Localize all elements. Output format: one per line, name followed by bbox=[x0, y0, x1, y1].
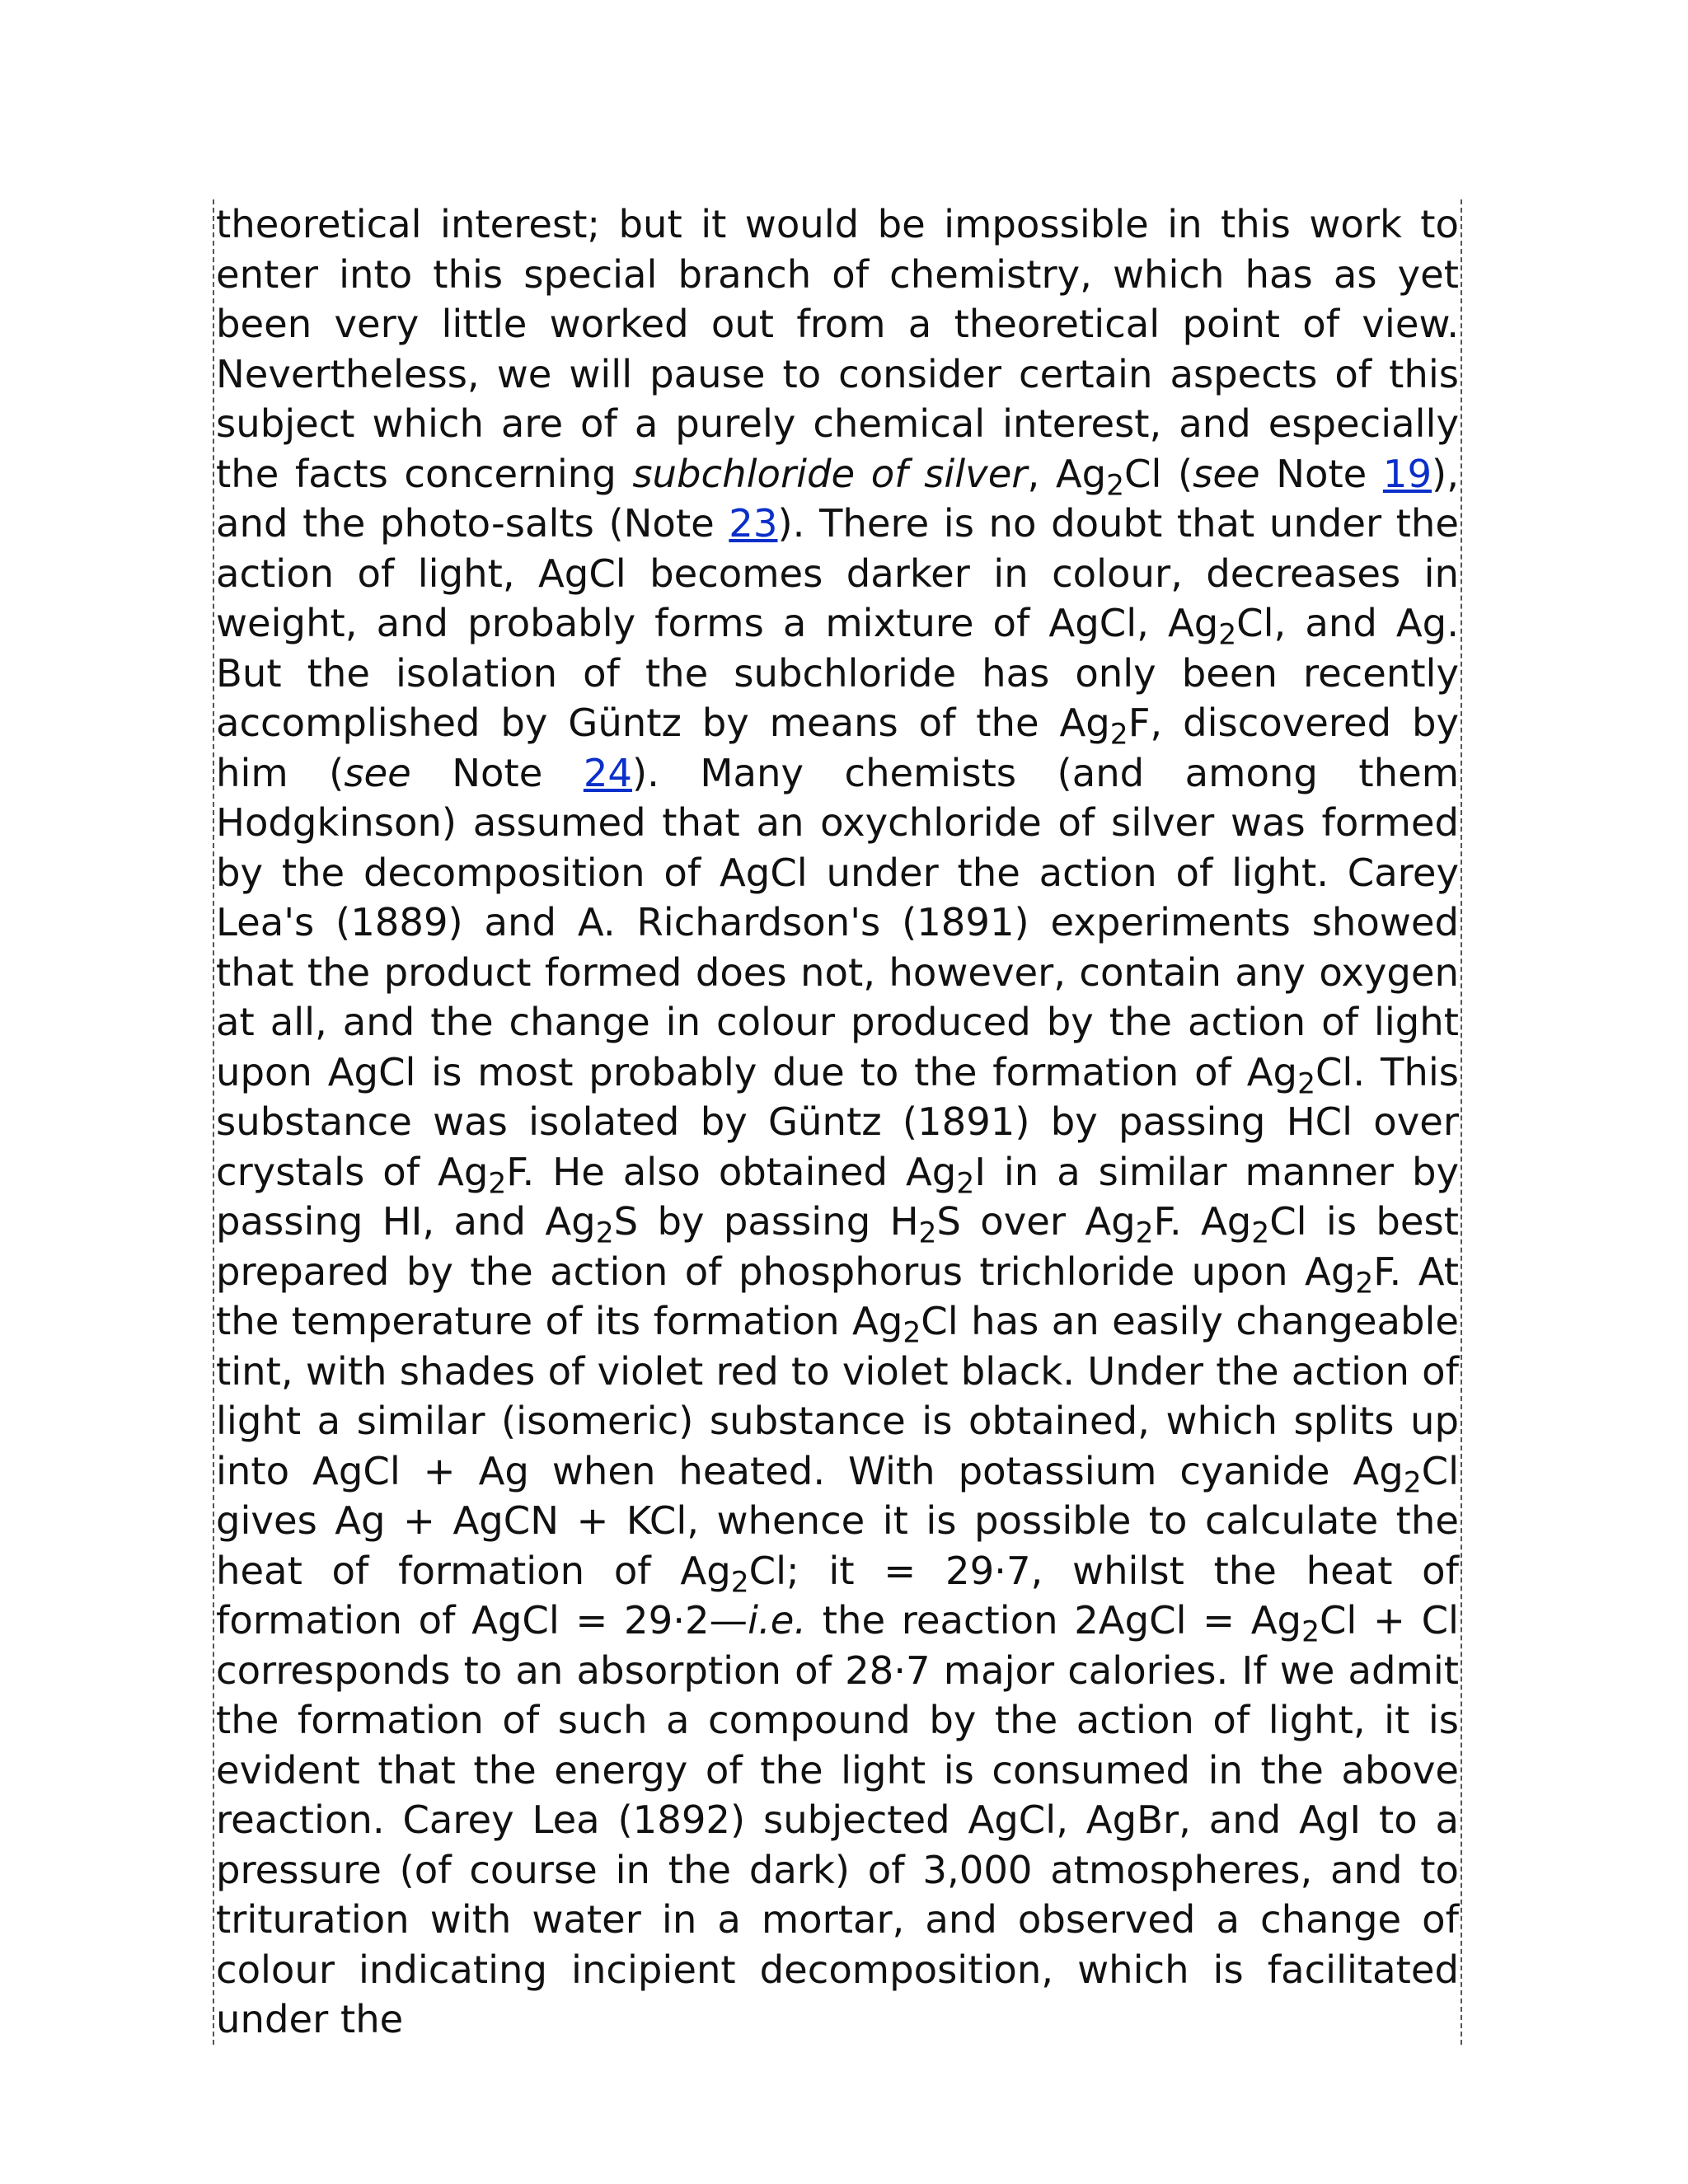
text-run: the reaction 2AgCl = Ag bbox=[806, 1598, 1302, 1643]
body-paragraph bbox=[216, 199, 1459, 2045]
subscript: 2 bbox=[1251, 1216, 1270, 1250]
text-run: F. Ag bbox=[1153, 1199, 1252, 1244]
note-link-23[interactable]: 23 bbox=[729, 501, 778, 546]
subscript: 2 bbox=[1301, 1615, 1320, 1649]
text-run: S by passing H bbox=[613, 1199, 919, 1244]
text-run: I in a similar manner by passing HI, and Ag bbox=[216, 1149, 1459, 1244]
text-run: Note bbox=[1259, 451, 1383, 496]
subscript: 2 bbox=[1403, 1466, 1422, 1500]
subscript: 2 bbox=[1355, 1267, 1374, 1301]
text-run: theoretical interest; but it would be impossible in this work to enter into this special branch of chemistry, which has as yet been very little worked out from a theoretical point of view. Nevertheless, we will pause to consider certain aspects of this subject which are of a purely chemical interest, and especially the facts concerning bbox=[216, 202, 1459, 496]
subscript: 2 bbox=[956, 1167, 975, 1201]
italic-ie: i.e. bbox=[748, 1598, 807, 1643]
subscript: 2 bbox=[488, 1167, 507, 1201]
text-run: Cl gives Ag + AgCN + KCl, whence it is possible to calculate the heat of formation of Ag bbox=[216, 1448, 1459, 1593]
subscript: 2 bbox=[903, 1316, 921, 1350]
text-run: Cl ( bbox=[1124, 451, 1193, 496]
note-link-24[interactable]: 24 bbox=[583, 750, 633, 795]
subscript: 2 bbox=[595, 1216, 614, 1250]
text-run: Note bbox=[410, 750, 584, 795]
subscript: 2 bbox=[1106, 469, 1125, 503]
italic-see: see bbox=[1193, 451, 1260, 496]
text-run: S over Ag bbox=[936, 1199, 1136, 1244]
text-run: Cl is best prepared by the action of phosphorus trichloride upon Ag bbox=[216, 1199, 1460, 1294]
text-run: , Ag bbox=[1027, 451, 1107, 496]
subscript: 2 bbox=[1297, 1067, 1315, 1101]
note-link-19[interactable]: 19 bbox=[1382, 451, 1432, 496]
text-run: Cl. This substance was isolated by Güntz (1891) by passing HCl over crystals of Ag bbox=[216, 1049, 1459, 1194]
text-run: Cl, and Ag. But the isolation of the subchloride has only been recently accomplished by Güntz by means of the Ag bbox=[216, 601, 1459, 745]
text-run: F. He also obtained Ag bbox=[506, 1149, 957, 1194]
text-run: Cl; it = 29·7, whilst the heat of formation of AgCl = 29·2— bbox=[216, 1548, 1459, 1643]
text-run: Cl + Cl corresponds to an absorption of 28·7 major calories. If we admit the formation of such a compound by the action of light, it is evident that the energy of the light is consumed in the above reaction. Carey Lea (1892) subjected AgCl, AgBr, and AgI to a pressure (of course in the dark) of 3,000 atmospheres, and to trituration with water in a mortar, and observed a change of colour indicating incipient decomposition, which is facilitated under the bbox=[216, 1598, 1459, 2041]
text-run: Cl has an easily changeable tint, with shades of violet red to violet black. Under the action of light a similar (isomeric) substance is obtained, which splits up into AgCl + Ag when heated. With potassium cyanide Ag bbox=[216, 1299, 1459, 1493]
subscript: 2 bbox=[1109, 718, 1128, 752]
text-run: ), and the photo-salts (Note bbox=[216, 451, 1459, 546]
subscript: 2 bbox=[1135, 1216, 1154, 1250]
text-column bbox=[213, 199, 1462, 2045]
italic-term: subchloride of silver bbox=[632, 451, 1028, 496]
text-run: ). There is no doubt that under the action of light, AgCl becomes darker in colour, decreases in weight, and probably forms a mixture of AgCl, Ag bbox=[216, 501, 1459, 645]
italic-see: see bbox=[344, 750, 411, 795]
subscript: 2 bbox=[730, 1566, 749, 1600]
text-run: ). Many chemists (and among them Hodgkinson) assumed that an oxychloride of silver was formed by the decomposition of AgCl under the action of light. Carey Lea's (1889) and A. Richardson's (1891) experiments showed that the product formed does not, however, contain any oxygen at all, and the change in colour produced by the action of light upon AgCl is most probably due to the formation of Ag bbox=[216, 750, 1459, 1094]
subscript: 2 bbox=[918, 1216, 937, 1250]
subscript: 2 bbox=[1218, 618, 1237, 652]
text-run: F. At the temperature of its formation Ag bbox=[216, 1249, 1459, 1343]
text-run: F, discovered by him ( bbox=[216, 701, 1459, 795]
